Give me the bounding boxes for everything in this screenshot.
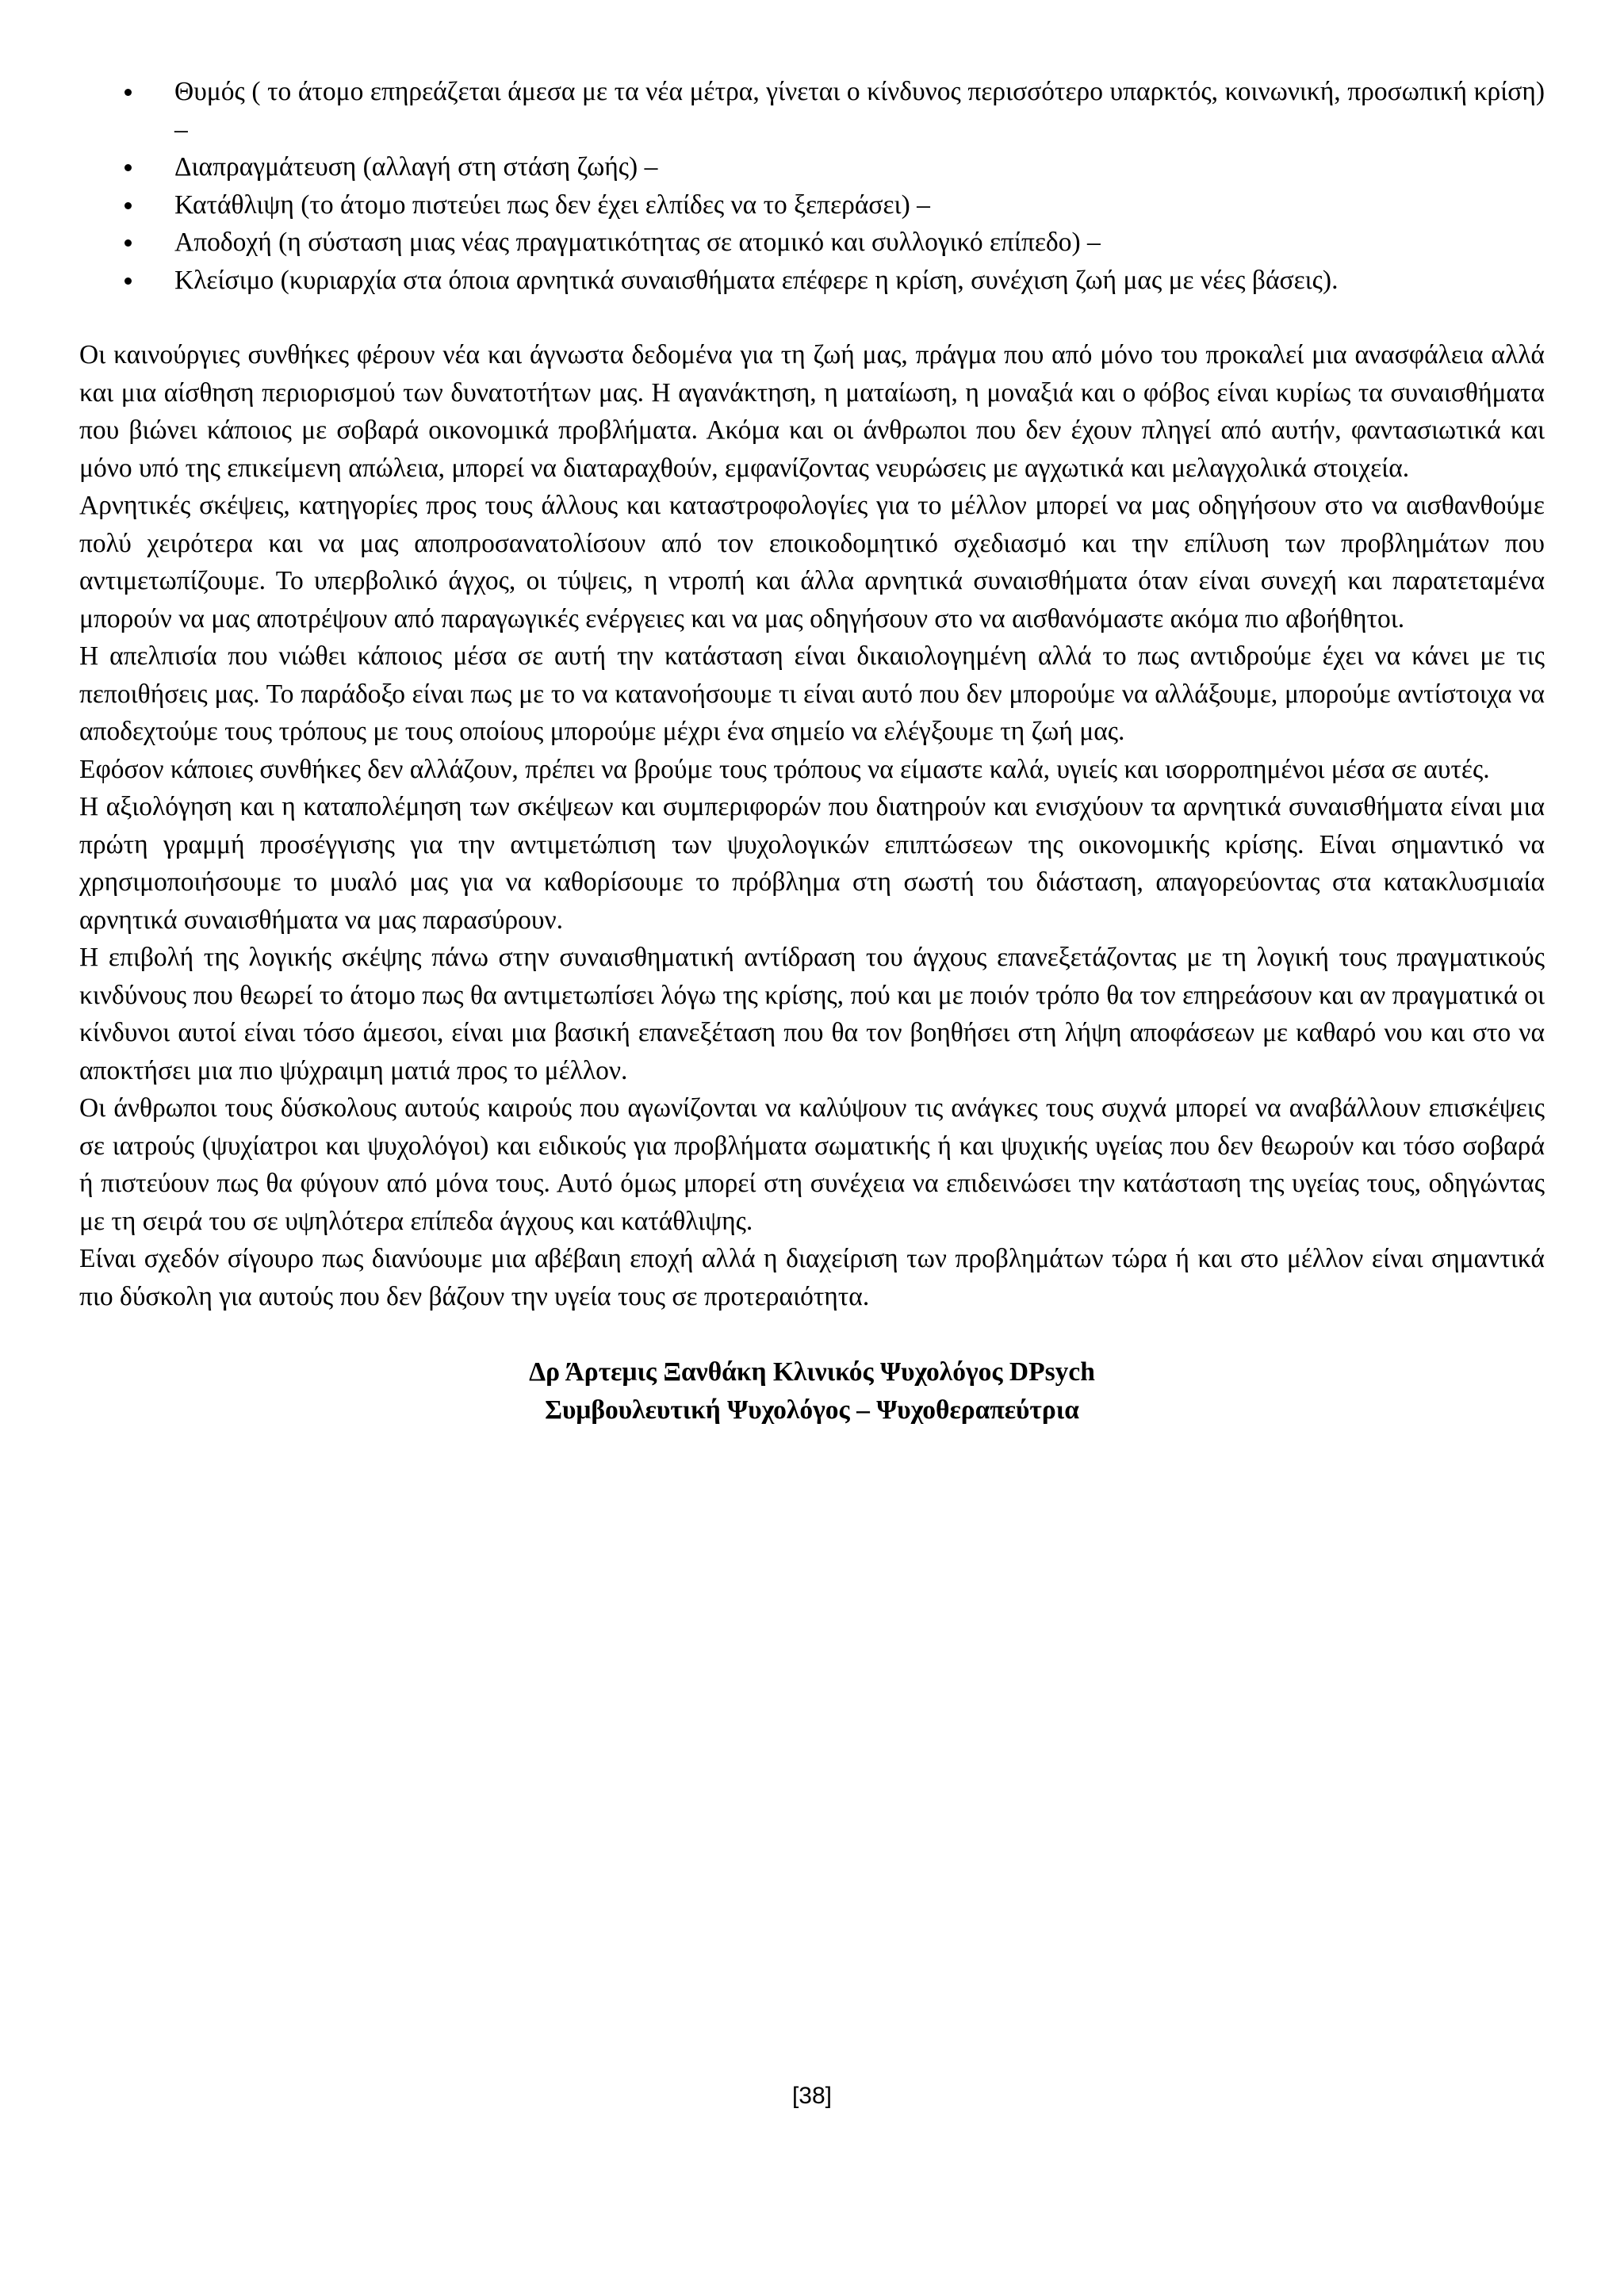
paragraph: Οι καινούργιες συνθήκες φέρουν νέα και άγνωστα δεδομένα για τη ζωή μας, πράγμα που από μόνο του προκαλεί μια ανασφάλεια αλλά και μια αίσθηση περιορισμού των δυνατοτήτων μας. Η αγανάκτηση, η ματαίωση, η μοναξιά και ο φόβος είναι κυρίως τα συναισθήματα που βιώνει κάποιος με σοβαρά οικονομικά προβλήματα. Ακόμα και οι άνθρωποι που δεν έχουν πληγεί από αυτήν, φαντασιωτικά και μόνο υπό της επικείμενη απώλεια, μπορεί να διαταραχθούν, εμφανίζοντας νευρώσεις με αγχωτικά και μελαγχολικά στοιχεία. xyxy=(79,340,1545,483)
bullet-text: Θυμός ( το άτομο επηρεάζεται άμεσα με τα νέα μέτρα, γίνεται ο κίνδυνος περισσότερο υπαρκτός, κοινωνική, προσωπική κρίση) – xyxy=(174,77,1545,144)
bullet-icon xyxy=(124,277,132,285)
bullet-item xyxy=(79,186,1545,224)
author-name: Δρ Άρτεμις Ξανθάκη Κλινικός Ψυχολόγος DPsych xyxy=(529,1357,1095,1387)
body-text xyxy=(79,336,1545,1315)
paragraph: Οι άνθρωποι τους δύσκολους αυτούς καιρούς που αγωνίζονται να καλύψουν τις ανάγκες τους συχνά μπορεί να αναβάλλουν επισκέψεις σε ιατρούς (ψυχίατροι και ψυχολόγοι) και ειδικούς για προβλήματα σωματικής ή και ψυχικής υγείας που δεν θεωρούν και τόσο σοβαρά ή πιστεύουν πως θα φύγουν από μόνα τους. Αυτό όμως μπορεί στη συνέχεια να επιδεινώσει την κατάσταση της υγείας τους, οδηγώντας με τη σειρά του σε υψηλότερα επίπεδα άγχους και κατάθλιψης. xyxy=(79,1093,1545,1236)
bullet-text: Διαπραγμάτευση (αλλαγή στη στάση ζωής) – xyxy=(174,152,658,182)
bullet-item xyxy=(79,262,1545,300)
author-title: Συμβουλευτική Ψυχολόγος – Ψυχοθεραπεύτρια xyxy=(545,1395,1079,1425)
paragraph: Η επιβολή της λογικής σκέψης πάνω στην συναισθηματική αντίδραση του άγχους επανεξετάζοντας με τη λογική τους πραγματικούς κινδύνους που θεωρεί το άτομο πως θα αντιμετωπίσει λόγω της κρίσης, πού και με ποιόν τρόπο θα τον επηρεάσουν και αν πραγματικά οι κίνδυνοι αυτοί είναι τόσο άμεσοι, είναι μια βασική επανεξέταση που θα τον βοηθήσει στη λήψη αποφάσεων με καθαρό νου και στο να αποκτήσει μια πιο ψύχραιμη ματιά προς το μέλλον. xyxy=(79,943,1545,1085)
bullet-icon xyxy=(124,239,132,247)
bullet-item xyxy=(79,224,1545,262)
bullet-icon xyxy=(124,202,132,209)
paragraph: Εφόσον κάποιες συνθήκες δεν αλλάζουν, πρέπει να βρούμε τους τρόπους να είμαστε καλά, υγιείς και ισορροπημένοι μέσα σε αυτές. xyxy=(79,754,1490,784)
page-number: [38] xyxy=(791,2083,833,2109)
bullet-text: Αποδοχή (η σύσταση μιας νέας πραγματικότητας σε ατομικό και συλλογικό επίπεδο) – xyxy=(174,228,1101,257)
paragraph: Αρνητικές σκέψεις, κατηγορίες προς τους άλλους και καταστροφολογίες για το μέλλον μπορεί να μας οδηγήσουν στο να αισθανθούμε πολύ χειρότερα και να μας αποπροσανατολίσουν από τον εποικοδομητικό σχεδιασμό και την επίλυση των προβλημάτων που αντιμετωπίζουμε. Το υπερβολικό άγχος, οι τύψεις, η ντροπή και άλλα αρνητικά συναισθήματα όταν είναι συνεχή και παρατεταμένα μπορούν να μας αποτρέψουν από παραγωγικές ενέργειες και να μας οδηγήσουν στο να αισθανόμαστε ακόμα πιο αβοήθητοι. xyxy=(79,491,1545,633)
author-signature xyxy=(79,1353,1545,1429)
document-page xyxy=(79,73,1545,1429)
bullet-text: Κλείσιμο (κυριαρχία στα όποια αρνητικά συναισθήματα επέφερε η κρίση, συνέχιση ζωή μας με νέες βάσεις). xyxy=(174,265,1339,295)
bullet-icon xyxy=(124,164,132,171)
bullet-text: Κατάθλιψη (το άτομο πιστεύει πως δεν έχει ελπίδες να το ξεπεράσει) – xyxy=(174,189,930,220)
bullet-icon xyxy=(124,89,132,96)
paragraph: Η απελπισία που νιώθει κάποιος μέσα σε αυτή την κατάσταση είναι δικαιολογημένη αλλά το πως αντιδρούμε έχει να κάνει με τις πεποιθήσεις μας. Το παράδοξο είναι πως με το να κατανοήσουμε τι είναι αυτό που δεν μπορούμε να αλλάξουμε, μπορούμε αντίστοιχα να αποδεχτούμε τους τρόπους με τους οποίους μπορούμε μέχρι ένα σημείο να ελέγξουμε τη ζωή μας. xyxy=(79,641,1545,746)
bullet-item xyxy=(79,73,1545,148)
bullet-list xyxy=(79,73,1545,299)
paragraph: Είναι σχεδόν σίγουρο πως διανύουμε μια αβέβαιη εποχή αλλά η διαχείριση των προβλημάτων τώρα ή και στο μέλλον είναι σημαντικά πιο δύσκολη για αυτούς που δεν βάζουν την υγεία τους σε προτεραιότητα. xyxy=(79,1244,1545,1311)
paragraph: Η αξιολόγηση και η καταπολέμηση των σκέψεων και συμπεριφορών που διατηρούν και ενισχύουν τα αρνητικά συναισθήματα είναι μια πρώτη γραμμή προσέγγισης για την αντιμετώπιση των ψυχολογικών επιπτώσεων της οικονομικής κρίσης. Είναι σημαντικό να χρησιμοποιήσουμε το μυαλό μας για να καθορίσουμε το πρόβλημα στη σωστή του διάσταση, απαγορεύοντας στα κατακλυσμιαία αρνητικά συναισθήματα να μας παρασύρουν. xyxy=(79,792,1545,935)
bullet-item xyxy=(79,148,1545,186)
